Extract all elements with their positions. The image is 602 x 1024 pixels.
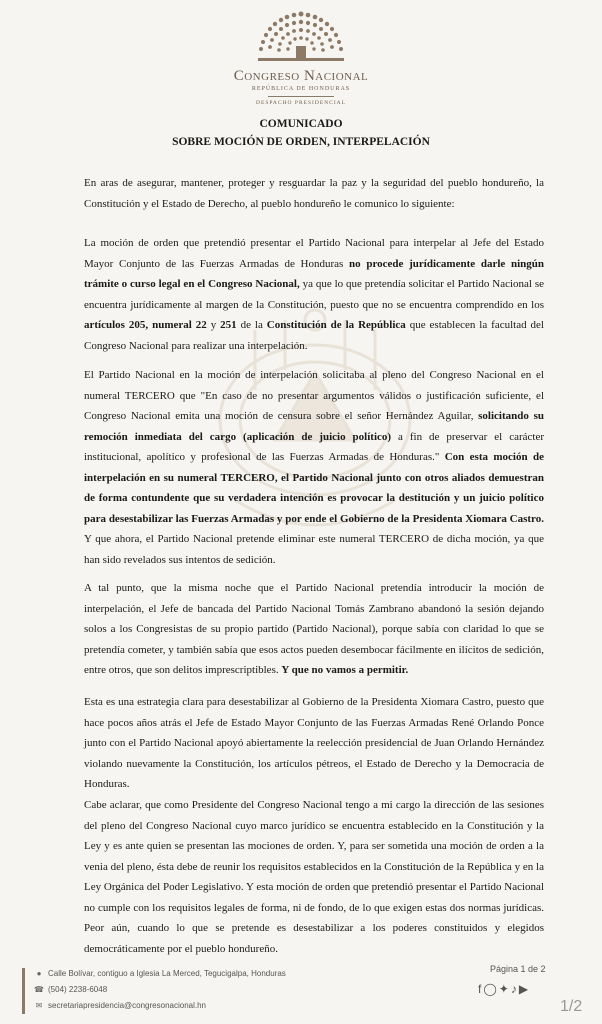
footer-phone-text: (504) 2238-6048 xyxy=(48,985,108,994)
bold-text-run: Con esta moción de interpelación en su numeral TERCERO, el Partido Nacional junto con otros aliados demuestran de forma contundente que su verdadera intención es provocar la destitución y un juicio político para desestabilizar las Fuerzas Armadas y por ende el Gobierno de la Presidenta Xiomara Castro. xyxy=(84,451,544,525)
text-run: y xyxy=(206,319,221,331)
page-footer xyxy=(0,960,602,1024)
footer-address xyxy=(34,969,286,978)
paragraph-intro xyxy=(84,173,544,214)
paragraph-motion-procedure xyxy=(84,233,544,356)
footer-accent-bar xyxy=(22,968,25,1014)
document-title: COMUNICADO xyxy=(259,118,343,130)
text-run: que establecen la facultad del Congreso Nacional para realizar una interpelación. xyxy=(84,319,544,352)
paragraph-numeral-tercero xyxy=(84,365,544,570)
phone-icon: ☎ xyxy=(34,985,44,994)
text-run: a fin de preservar el carácter institucional, apolítico y profesional de las Fuerzas Armadas de Honduras." xyxy=(84,430,544,463)
paragraph-clarification xyxy=(84,795,544,959)
twitter-icon[interactable]: ✦ xyxy=(498,982,511,996)
text-run: La moción de orden que pretendió presentar el Partido Nacional para interpelar al Jefe del Estado Mayor Conjunto de las Fuerzas Armadas de Honduras xyxy=(84,237,544,270)
bold-text-run: solicitando su remoción inmediata del cargo (aplicación de juicio político) xyxy=(84,410,544,443)
congress-emblem-icon xyxy=(250,6,352,68)
letterhead-divider xyxy=(268,96,334,97)
bold-text-run: no procede jurídicamente darle ningún trámite o curso legal en el Congreso Nacional, xyxy=(84,257,545,290)
social-icons xyxy=(478,982,530,996)
footer-email-text: secretariapresidencia@congresonacional.hn xyxy=(48,1001,206,1010)
bold-text-run: Y que no vamos a permitir. xyxy=(281,664,409,676)
text-run: ya que lo que pretendía solicitar el Partido Nacional se encuentra jurídicamente al margen de la Constitución, puesto que no se encuentra comprendido en los xyxy=(84,278,545,311)
footer-address-text: Calle Bolívar, contiguo a Iglesia La Merced, Tegucigalpa, Honduras xyxy=(48,969,286,978)
instagram-icon[interactable]: ◯ xyxy=(483,982,499,996)
text-run: A tal punto, que la misma noche que el Partido Nacional pretendía introducir la moción de interpelación, el Jefe de bancada del Partido Nacional Tomás Zambrano abandonó la sesión dejando solos a los Congresistas de su propio partido (Partido Nacional), porque sabía con claridad lo que se pretendía cometer, y también sabía que esos actos pueden desembocar fácilmente en ilícitos de sedición, entre otros, que son delitos imprescriptibles. xyxy=(84,582,544,676)
page-corner-indicator: 1/2 xyxy=(560,998,583,1015)
bold-text-run: 251 xyxy=(220,319,237,331)
text-run: Esta es una estrategia clara para desestabilizar al Gobierno de la Presidenta Xiomara Castro, puesto que hace pocos años atrás el Jefe de Estado Mayor Conjunto de las Fuerzas Armadas René Orlando Ponce junto con el Partido Nacional apoyó abiertamente la reelección presidencial de Juan Orlando Hernández violando nuevamente la Constitución, los artículos pétreos, el Estado de Derecho y la Democracia de Honduras. xyxy=(84,696,544,790)
page-number-label: Página 1 de 2 xyxy=(490,964,546,974)
text-run: El Partido Nacional en la moción de interpelación solicitaba al pleno del Congreso Nacional en el numeral TERCERO que "En caso de no presentar argumentos válidos o justificación suficiente, el Congreso Nacional emita una moción de censura sobre el señor Hernández Aguilar, xyxy=(84,369,544,422)
paragraph-strategy xyxy=(84,692,544,795)
text-run: En aras de asegurar, mantener, proteger y resguardar la paz y la seguridad del pueblo hondureño, la Constitución y el Estado de Derecho, al pueblo hondureño le comunico lo siguiente: xyxy=(84,177,544,210)
text-run: Y que ahora, el Partido Nacional pretende eliminar este numeral TERCERO de dicha moción, ya que han sido revelados sus intentos de sedición. xyxy=(84,533,544,566)
text-run: de la xyxy=(236,319,267,331)
paragraph-session-abandon xyxy=(84,578,544,681)
footer-phone xyxy=(34,985,107,994)
department-label: DESPACHO PRESIDENCIAL xyxy=(255,100,347,106)
email-icon: ✉ xyxy=(35,1001,43,1010)
bold-text-run: artículos 205, numeral 22 xyxy=(84,319,207,331)
youtube-icon[interactable]: ▶ xyxy=(518,982,531,996)
org-subtitle: REPÚBLICA DE HONDURAS xyxy=(251,86,351,92)
location-pin-icon: ● xyxy=(36,969,42,978)
footer-email xyxy=(34,1001,206,1010)
document-subtitle: SOBRE MOCIÓN DE ORDEN, INTERPELACIÓN xyxy=(172,136,430,148)
bold-text-run: Constitución de la República xyxy=(266,319,406,331)
letterhead xyxy=(0,0,602,112)
facebook-icon[interactable]: f xyxy=(478,982,484,996)
tiktok-icon[interactable]: ♪ xyxy=(510,982,519,996)
text-run: Cabe aclarar, que como Presidente del Congreso Nacional tengo a mi cargo la dirección de las sesiones del pleno del Congreso Nacional cuyo marco jurídico se encuentra establecido en la Constitución y la Ley y es ante quien se presentan las mociones de orden. Y, para ser sometida una moción de orden a la venia del pleno, ésta debe de reunir los requisitos establecidos en la Constitución de la República y en la Ley Orgánica del Poder Legislativo. Y esta moción de orden que pretendió presentar el Partido Nacional no cumple con los requisitos legales de forma, ni de fondo, de lo que exigen estas dos normas jurídicas. Peor aún, cuando lo que se pretende es desestabilizar a los poderes constituidos y elegidos democráticamente por el pueblo hondureño. xyxy=(84,799,544,955)
org-name: Congreso Nacional xyxy=(233,68,369,84)
